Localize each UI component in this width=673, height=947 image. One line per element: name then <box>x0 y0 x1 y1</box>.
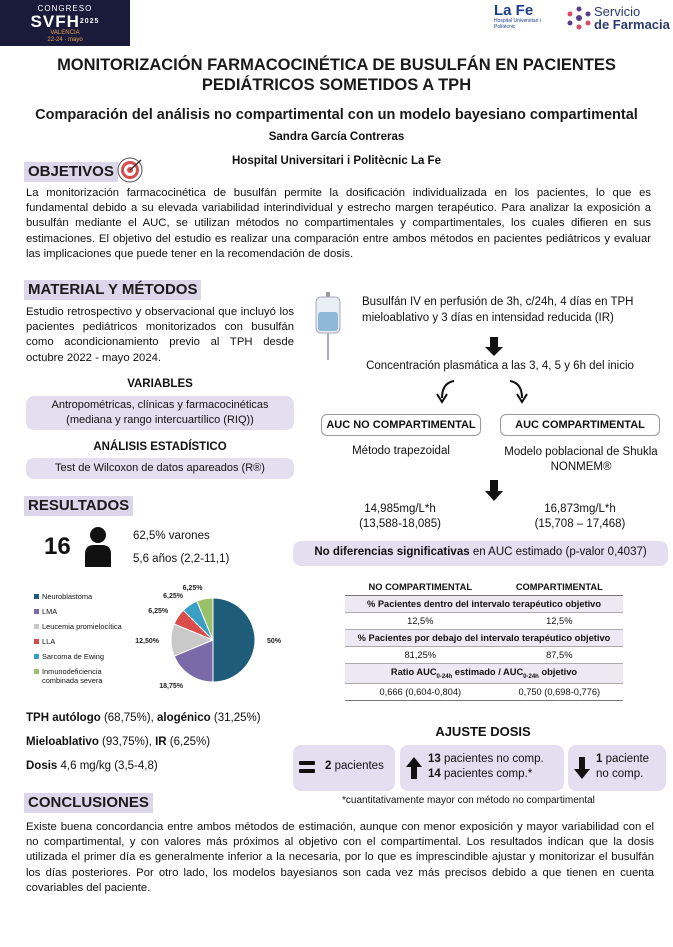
lafe-title: La Fe <box>494 2 534 19</box>
ajuste-subir-rest1: pacientes no comp. <box>440 753 544 765</box>
pie-label-5: 6,25% <box>182 585 203 593</box>
varones: 62,5% varones <box>133 530 210 542</box>
legend-swatch-4 <box>34 654 39 659</box>
curved-arrow-left-icon <box>436 378 458 404</box>
congress-acronym: SVFH <box>30 12 80 31</box>
legend-swatch-5 <box>34 669 39 674</box>
dosis-line <box>26 760 158 772</box>
pie-label-0: 50% <box>267 638 282 645</box>
tph-auto-value: (68,75%), <box>100 712 157 724</box>
tph-alo-label: alogénico <box>157 712 211 724</box>
ajuste-bajar-box <box>568 745 666 791</box>
curved-arrow-right-icon <box>506 378 528 404</box>
infusion-text: Busulfán IV en perfusión de 3h, c/24h, 4 días en TPH mieloablativo y 3 días en intensidad reducida (IR) <box>362 296 634 324</box>
tph-line <box>26 712 261 724</box>
legend-item-5 <box>34 667 134 685</box>
row3-c: 0,750 (0,698-0,776) <box>496 683 623 700</box>
ajuste-igual-count: 2 <box>325 760 332 772</box>
equal-icon <box>299 760 315 774</box>
c-result <box>510 502 650 532</box>
person-icon <box>84 526 112 568</box>
hospital: Hospital Universitari i Politècnic La Fe <box>232 155 441 167</box>
pie-label-3: 6,25% <box>148 607 169 615</box>
edad: 5,6 años (2,2-11,1) <box>133 553 230 565</box>
concentracion-text: Concentración plasmática a las 3, 4, 5 y 6h del inicio <box>366 360 634 372</box>
legend-swatch-2 <box>34 624 39 629</box>
dosis-value: 4,6 mg/kg (3,5-4,8) <box>57 760 158 772</box>
row1-c: 12,5% <box>546 616 573 626</box>
ajuste-subir-count2: 14 <box>428 768 441 780</box>
congress-dates: 22-24 · mayo <box>47 37 83 43</box>
tph-auto-label: TPH autólogo <box>26 712 101 724</box>
row3-nc: 0,666 (0,604-0,804) <box>345 683 496 700</box>
page-subtitle: Comparación del análisis no compartimental con un modelo bayesiano compartimental <box>35 107 638 123</box>
legend-label-5: Inmunodeficiencia combinada severa <box>42 667 103 685</box>
arrow-down-icon-3 <box>574 757 590 779</box>
legend-item-2 <box>34 622 134 631</box>
arrow-down-icon-2 <box>484 480 504 502</box>
no-diferencias-banner <box>293 541 668 566</box>
legend-item-3 <box>34 637 134 646</box>
table-row <box>345 613 623 630</box>
analisis-title: ANÁLISIS ESTADÍSTICO <box>93 441 227 453</box>
legend-label-2: Leucemia promielocítica <box>42 622 122 631</box>
nc-result <box>330 502 470 532</box>
ajuste-igual-text <box>325 760 384 772</box>
legend-label-4: Sarcoma de Ewing <box>42 652 105 661</box>
lafe-logo <box>494 3 542 30</box>
table-row <box>345 647 623 664</box>
analisis-text: Test de Wilcoxon de datos apareados (R®) <box>26 458 294 479</box>
no-diferencias-bold: No diferencias significativas <box>314 546 470 558</box>
c-value: 16,873mg/L*h <box>544 503 616 515</box>
author: Sandra García Contreras <box>268 131 405 143</box>
pie-slice-0 <box>213 598 255 682</box>
pie-label-2: 12,50% <box>135 638 159 645</box>
sf-line2: de Farmacia <box>594 17 670 32</box>
col-no-compartimental: NO COMPARTIMENTAL <box>345 579 496 596</box>
servicio-farmacia-logo <box>594 5 670 31</box>
ajuste-subir-count1: 13 <box>428 753 441 765</box>
legend-swatch-3 <box>34 639 39 644</box>
nc-method: Método trapezoidal <box>352 445 450 457</box>
objetivos-heading: OBJETIVOS <box>24 162 118 182</box>
page-title: MONITORIZACIÓN FARMACOCINÉTICA DE BUSULFÁN EN PACIENTES PEDIÁTRICOS SOMETIDOS A TPH <box>57 56 616 94</box>
mielo-label: Mieloablativo <box>26 736 99 748</box>
ajuste-igual-box <box>293 745 395 791</box>
lafe-subtitle: Hospital Universitari i Politècnic <box>494 18 541 30</box>
target-icon <box>116 156 144 184</box>
legend-swatch-1 <box>34 609 39 614</box>
variables-title: VARIABLES <box>127 378 193 390</box>
pie-label-1: 18,75% <box>159 682 183 690</box>
congress-year: 2025 <box>79 18 100 25</box>
ajuste-subir-line1 <box>428 752 544 767</box>
c-range: (15,708 – 17,468) <box>534 518 626 530</box>
row2-title: % Pacientes por debajo del intervalo terapéutico objetivo <box>345 630 623 647</box>
table-row <box>345 683 623 700</box>
variables-text: Antropométricas, clínicas y farmacocinéticas (mediana y rango intercuartílico (RIQ)) <box>26 396 294 430</box>
ajuste-subir-rest2: pacientes comp.* <box>440 768 533 780</box>
servicio-farmacia-icon <box>566 5 592 31</box>
ir-value: (6,25%) <box>166 736 211 748</box>
nc-range: (13,588-18,085) <box>359 518 441 530</box>
congress-line1: CONGRESO <box>37 4 93 13</box>
ajuste-heading: AJUSTE DOSIS <box>435 724 531 739</box>
row3-title-pre: Ratio AUC <box>390 667 437 677</box>
table-row <box>345 664 623 684</box>
row3-sub1: 0-24h <box>436 673 453 680</box>
ajuste-bajar-count: 1 <box>596 753 603 765</box>
row3-title-mid: estimado / AUC <box>452 667 524 677</box>
ajuste-bajar-rest1: paciente <box>602 753 650 765</box>
row3-title-post: objetivo <box>538 667 578 677</box>
ajuste-bajar-text <box>596 752 649 782</box>
metodos-heading: MATERIAL Y MÉTODOS <box>24 280 201 300</box>
auc-nc-box: AUC NO COMPARTIMENTAL <box>321 414 481 436</box>
legend-item-0 <box>34 592 134 601</box>
congress-city: VALENCIA <box>50 30 80 36</box>
n-patients: 16 <box>44 533 71 560</box>
row2-c: 87,5% <box>546 650 573 660</box>
results-table <box>345 579 623 701</box>
ajuste-subir-box <box>400 745 564 791</box>
pie-chart <box>120 582 300 697</box>
pie-legend <box>34 592 134 691</box>
row3-sub2: 0-24h <box>523 673 539 680</box>
pie-label-4: 6,25% <box>163 593 183 601</box>
resultados-heading: RESULTADOS <box>24 496 133 516</box>
mielo-value: (93,75%), <box>98 736 156 748</box>
row1-nc: 12,5% <box>407 616 434 626</box>
congress-logo <box>0 0 130 46</box>
table-row <box>345 596 623 613</box>
c-method: Modelo poblacional de Shukla NONMEM® <box>504 446 658 473</box>
ajuste-bajar-line2: no comp. <box>596 768 644 780</box>
auc-c-box: AUC COMPARTIMENTAL <box>500 414 660 436</box>
legend-label-0: Neuroblastoma <box>42 592 93 601</box>
ajuste-subir-line2 <box>428 767 544 782</box>
table-header-row <box>345 579 623 596</box>
legend-label-3: LLA <box>42 637 56 646</box>
legend-swatch-0 <box>34 594 39 599</box>
mielo-line <box>26 736 210 748</box>
row3-title <box>345 664 623 684</box>
congress-name <box>0 13 130 30</box>
ajuste-subir-text <box>428 752 544 782</box>
sf-line1: Servicio <box>594 4 641 19</box>
dosis-label: Dosis <box>26 760 58 772</box>
nc-value: 14,985mg/L*h <box>364 503 436 515</box>
conclusiones-text: Existe buena concordancia entre ambos métodos de estimación, aunque con menor exposición y mayor variabilidad con el no compartimental, y con valores más próximos al objetivo con el compartimental. Los resultados indican que la dosis utilizada el primer día es generalmente inferior a la necesaria, por lo que es imprescindible ajustar y monitorizar el busulfán los días posteriores. Por otro lado, los modelos bayesianos son cada vez más precisos debido a que tienen en cuenta covariables del paciente. <box>26 821 654 894</box>
row1-title: % Pacientes dentro del intervalo terapéutico objetivo <box>345 596 623 613</box>
arrow-down-icon <box>484 337 504 357</box>
conclusiones-heading: CONCLUSIONES <box>24 793 153 813</box>
no-diferencias-rest: en AUC estimado (p-valor 0,4037) <box>469 546 647 558</box>
ajuste-bajar-line1 <box>596 752 649 767</box>
ir-label: IR <box>155 736 167 748</box>
tph-alo-value: (31,25%) <box>210 712 261 724</box>
objetivos-text: La monitorización farmacocinética de busulfán permite la dosificación individualizada en los pacientes, lo que es fundamental debido a su elevada variabilidad interindividual y estrecho margen terapéutico. Para analizar la exposición a busulfán mediante el AUC, se utilizan métodos no compartimentales y compartimentales, los cuales difieren en sus estimaciones. El objetivo del estudio es realizar una comparación entre ambos métodos en pacientes pediátricos y evaluar las implicaciones que puede tener en la recomendación de dosis. <box>26 187 651 260</box>
row2-nc: 81,25% <box>404 650 437 660</box>
legend-label-1: LMA <box>42 607 58 616</box>
col-compartimental: COMPARTIMENTAL <box>496 579 623 596</box>
table-row <box>345 630 623 647</box>
arrow-up-icon <box>406 757 422 779</box>
legend-item-1 <box>34 607 134 616</box>
legend-item-4 <box>34 652 134 661</box>
iv-bag-icon <box>312 292 344 362</box>
metodos-text: Estudio retrospectivo y observacional que incluyó los pacientes pediátricos monitorizados con busulfán como acondicionamiento previo al TPH desde octubre 2022 - mayo 2024. <box>26 306 294 364</box>
footnote: *cuantitativamente mayor con método no compartimental <box>342 795 595 806</box>
ajuste-igual-rest: pacientes <box>331 760 384 772</box>
